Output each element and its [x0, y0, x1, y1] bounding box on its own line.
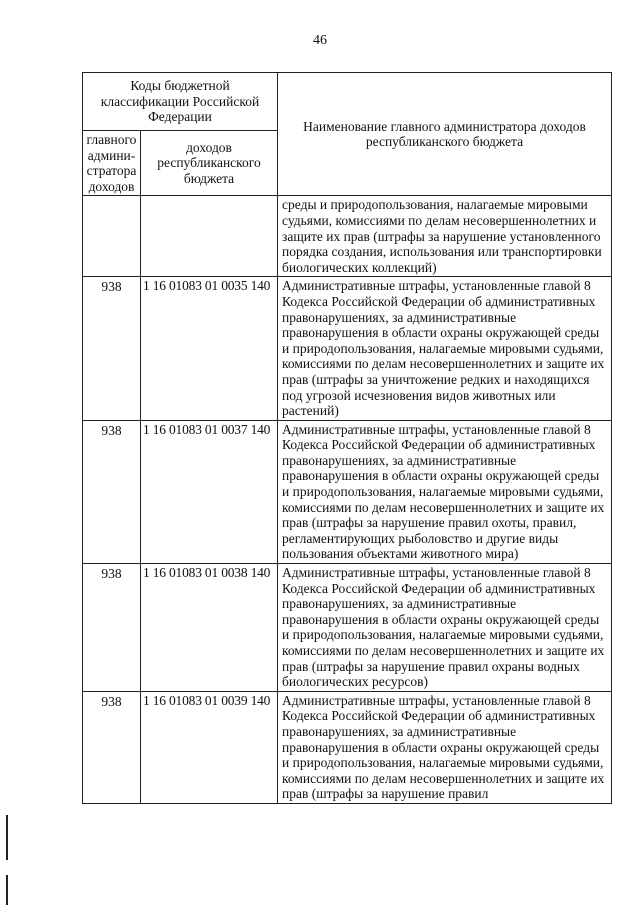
revenue-code-cell: 1 16 01083 01 0035 140: [141, 277, 278, 420]
revenue-name-cell: среды и природопользования, налагаемые мировыми судьями, комиссиями по делам несовершеннолетних и защите их прав (штрафы за нарушение установленного порядка создания, использования или транспортировки биологических коллекций): [278, 196, 612, 277]
admin-code-cell: 938: [83, 420, 141, 563]
table-row: [83, 691, 612, 803]
page-number: 46: [313, 33, 327, 48]
revenue-code-cell: 1 16 01083 01 0038 140: [141, 564, 278, 692]
header-budget-codes-group: Коды бюджетной классификации Российской Федерации: [83, 73, 278, 131]
table-row: [83, 196, 612, 277]
revenue-code-cell: 1 16 01083 01 0039 140: [141, 691, 278, 803]
admin-code-cell: 938: [83, 691, 141, 803]
revenue-code-cell: [141, 196, 278, 277]
revenue-name-cell: Административные штрафы, установленные главой 8 Кодекса Российской Федерации об административных правонарушениях, за административные правонарушения в области охраны окружающей среды и природопользования, налагаемые мировыми судьями, комиссиями по делам несовершеннолетних и защите их прав (штрафы за нарушение правил охраны водных биологических ресурсов): [278, 564, 612, 692]
admin-code-cell: 938: [83, 277, 141, 420]
revenue-code-cell: 1 16 01083 01 0037 140: [141, 420, 278, 563]
budget-classification-table: [82, 72, 612, 804]
header-revenue-code: доходов республиканского бюджета: [141, 131, 278, 196]
scan-margin-line: [6, 815, 8, 860]
table-row: [83, 420, 612, 563]
revenue-name-cell: Административные штрафы, установленные главой 8 Кодекса Российской Федерации об административных правонарушениях, за административные правонарушения в области охраны окружающей среды и природопользования, налагаемые мировыми судьями, комиссиями по делам несовершеннолетних и защите их прав (штрафы за нарушение правил охоты, правил, регламентирующих рыболовство и другие виды пользования объектами животного мира): [278, 420, 612, 563]
table-row: [83, 564, 612, 692]
admin-code-cell: 938: [83, 564, 141, 692]
revenue-name-cell: Административные штрафы, установленные главой 8 Кодекса Российской Федерации об административных правонарушениях, за административные правонарушения в области охраны окружающей среды и природопользования, налагаемые мировыми судьями, комиссиями по делам несовершеннолетних и защите их прав (штрафы за уничтожение редких и находящихся под угрозой исчезновения видов животных или растений): [278, 277, 612, 420]
table-row: [83, 277, 612, 420]
admin-code-cell: [83, 196, 141, 277]
revenue-name-cell: Административные штрафы, установленные главой 8 Кодекса Российской Федерации об административных правонарушениях, за административные правонарушения в области охраны окружающей среды и природопользования, налагаемые мировыми судьями, комиссиями по делам несовершеннолетних и защите их прав (штрафы за нарушение правил: [278, 691, 612, 803]
header-administrator-name: Наименование главного администратора доходов республиканского бюджета: [278, 73, 612, 196]
scan-margin-line: [6, 875, 8, 905]
header-main-administrator: главного админи-стратора доходов: [83, 131, 141, 196]
